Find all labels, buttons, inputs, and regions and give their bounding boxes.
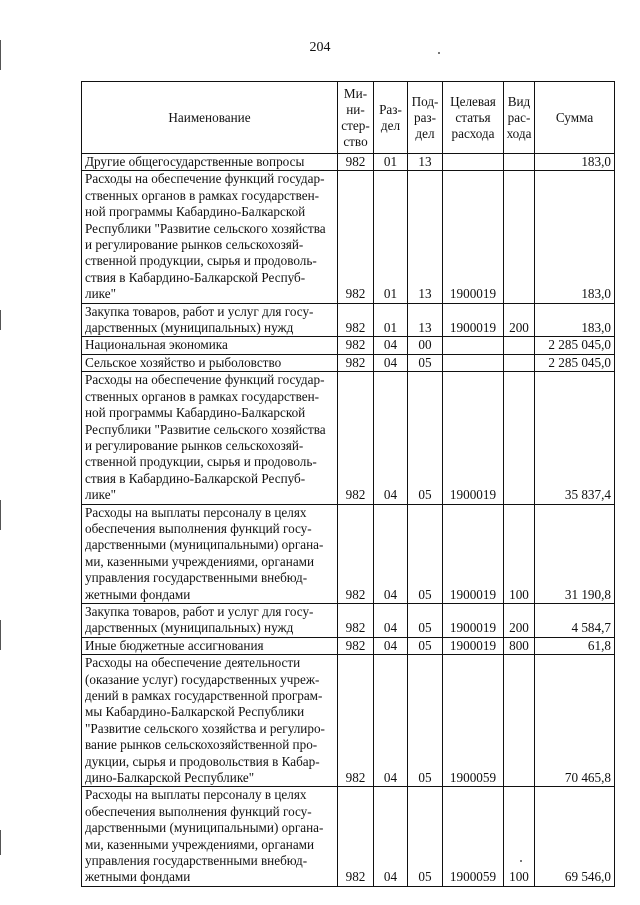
row-name: Расходы на выплаты персоналу в целях обеспечения выполнения функций госу- дарственными (муниципальными) органа- ми, казенными учреждениями, органами управления государственными внебюд- жетными фондами: [82, 787, 338, 886]
row-sum: 69 546,0: [535, 787, 615, 886]
row-ministry: 982: [338, 303, 374, 337]
row-subsection: 13: [408, 303, 443, 337]
scan-margin-mark: [0, 620, 1, 650]
row-name: Расходы на обеспечение деятельности (оказание услуг) государственных учреж- дений в рамках государственной програм- мы Кабардино-Балкарской Республики "Развитие сельского хозяйства и регулиро- вание рынков сельскохозяйственной про- дукции, сырья и продовольствия в Кабар- дино-Балкарской Республике": [82, 655, 338, 787]
page-number: 204: [309, 40, 331, 55]
scan-margin-mark: [0, 310, 1, 330]
table-row: [82, 504, 615, 603]
table-row: [82, 354, 615, 371]
table-row: [82, 637, 615, 654]
header-target-article: Целевая статья расхода: [443, 82, 504, 154]
row-target-article: 1900019: [443, 171, 504, 303]
row-expense-type: [504, 154, 535, 171]
row-section: 04: [374, 637, 408, 654]
row-section: 04: [374, 504, 408, 603]
row-ministry: 982: [338, 655, 374, 787]
row-expense-type: [504, 372, 535, 504]
row-target-article: [443, 354, 504, 371]
row-expense-type: 200: [504, 303, 535, 337]
row-expense-type: [504, 354, 535, 371]
row-target-article: [443, 337, 504, 354]
header-name: Наименование: [82, 82, 338, 154]
row-name: Национальная экономика: [82, 337, 338, 354]
row-subsection: 00: [408, 337, 443, 354]
row-expense-type: 100: [504, 504, 535, 603]
row-target-article: 1900019: [443, 504, 504, 603]
row-expense-type: 100: [504, 787, 535, 886]
row-section: 01: [374, 303, 408, 337]
scan-margin-mark: [0, 830, 1, 855]
scan-speck: [438, 52, 440, 54]
row-section: 04: [374, 354, 408, 371]
row-subsection: 13: [408, 171, 443, 303]
header-expense-type: Вид рас- хода: [504, 82, 535, 154]
row-name: Сельское хозяйство и рыболовство: [82, 354, 338, 371]
row-subsection: 05: [408, 504, 443, 603]
row-sum: 4 584,7: [535, 603, 615, 637]
row-name: Иные бюджетные ассигнования: [82, 637, 338, 654]
header-ministry: Ми- ни- стер- ство: [338, 82, 374, 154]
table-row: [82, 303, 615, 337]
table-row: [82, 337, 615, 354]
row-ministry: 982: [338, 372, 374, 504]
row-ministry: 982: [338, 354, 374, 371]
row-name: Другие общегосударственные вопросы: [82, 154, 338, 171]
row-ministry: 982: [338, 504, 374, 603]
row-section: 01: [374, 154, 408, 171]
header-subsection: Под- раз- дел: [408, 82, 443, 154]
row-section: 04: [374, 603, 408, 637]
row-name: Закупка товаров, работ и услуг для госу- дарственных (муниципальных) нужд: [82, 303, 338, 337]
row-subsection: 05: [408, 637, 443, 654]
table-row: [82, 787, 615, 886]
row-sum: 183,0: [535, 154, 615, 171]
budget-table: [81, 81, 615, 887]
row-name: Расходы на выплаты персоналу в целях обеспечения выполнения функций госу- дарственными (муниципальными) органа- ми, казенными учреждениями, органами управления государственными внебюд- жетными фондами: [82, 504, 338, 603]
table-row: [82, 171, 615, 303]
row-subsection: 05: [408, 354, 443, 371]
row-expense-type: [504, 337, 535, 354]
row-target-article: 1900019: [443, 372, 504, 504]
row-ministry: 982: [338, 171, 374, 303]
row-name: Расходы на обеспечение функций государ- ственных органов в рамках государствен- ной программы Кабардино-Балкарской Республики "Развитие сельского хозяйства и регулирование рынков сельскохозяй- ственной продукции, сырья и продоволь- ствия в Кабардино-Балкарской Респуб- лике": [82, 372, 338, 504]
row-ministry: 982: [338, 637, 374, 654]
table-row: [82, 603, 615, 637]
row-ministry: 982: [338, 337, 374, 354]
row-subsection: 05: [408, 655, 443, 787]
row-name: Закупка товаров, работ и услуг для госу- дарственных (муниципальных) нужд: [82, 603, 338, 637]
scan-margin-mark: [0, 40, 1, 70]
row-sum: 2 285 045,0: [535, 337, 615, 354]
row-section: 04: [374, 337, 408, 354]
row-expense-type: [504, 171, 535, 303]
row-expense-type: 200: [504, 603, 535, 637]
row-subsection: 05: [408, 603, 443, 637]
row-name: Расходы на обеспечение функций государ- ственных органов в рамках государствен- ной программы Кабардино-Балкарской Республики "Развитие сельского хозяйства и регулирование рынков сельскохозяй- ственной продукции, сырья и продоволь- ствия в Кабардино-Балкарской Респуб- лике": [82, 171, 338, 303]
header-sum: Сумма: [535, 82, 615, 154]
row-ministry: 982: [338, 787, 374, 886]
scan-margin-mark: [0, 500, 1, 530]
table-row: [82, 372, 615, 504]
table-header-row: [82, 82, 615, 154]
row-target-article: 1900019: [443, 603, 504, 637]
row-subsection: 05: [408, 787, 443, 886]
row-sum: 61,8: [535, 637, 615, 654]
row-sum: 183,0: [535, 171, 615, 303]
row-section: 04: [374, 372, 408, 504]
table-row: [82, 154, 615, 171]
row-section: 04: [374, 655, 408, 787]
row-target-article: [443, 154, 504, 171]
table-row: [82, 655, 615, 787]
row-subsection: 13: [408, 154, 443, 171]
row-sum: 35 837,4: [535, 372, 615, 504]
row-sum: 70 465,8: [535, 655, 615, 787]
row-ministry: 982: [338, 603, 374, 637]
row-sum: 2 285 045,0: [535, 354, 615, 371]
row-target-article: 1900059: [443, 655, 504, 787]
row-sum: 31 190,8: [535, 504, 615, 603]
header-section: Раз- дел: [374, 82, 408, 154]
row-section: 01: [374, 171, 408, 303]
row-ministry: 982: [338, 154, 374, 171]
row-target-article: 1900059: [443, 787, 504, 886]
row-expense-type: [504, 655, 535, 787]
row-target-article: 1900019: [443, 303, 504, 337]
row-section: 04: [374, 787, 408, 886]
row-subsection: 05: [408, 372, 443, 504]
row-target-article: 1900019: [443, 637, 504, 654]
row-expense-type: 800: [504, 637, 535, 654]
row-sum: 183,0: [535, 303, 615, 337]
